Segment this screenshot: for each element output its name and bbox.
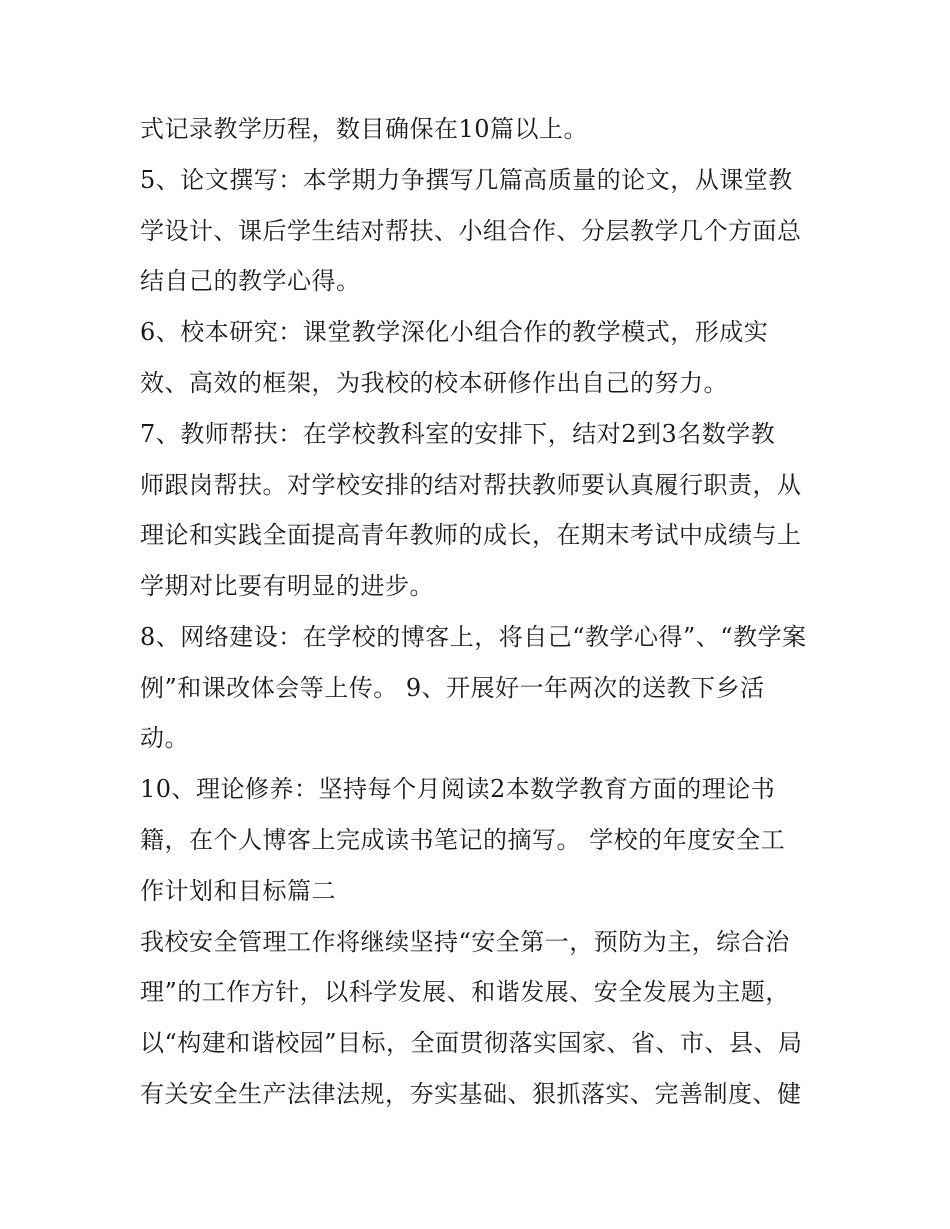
text-line: 理论和实践全面提高青年教师的成长，在期末考试中成绩与上 bbox=[140, 521, 802, 549]
text-line: 我校安全管理工作将继续坚持“安全第一，预防为主，综合治 bbox=[140, 928, 790, 956]
text-line: 师跟岗帮扶。对学校安排的结对帮扶教师要认真履行职责，从 bbox=[140, 471, 802, 499]
text-line: 7、教师帮扶：在学校教科室的安排下，结对2到3名数学教 bbox=[140, 420, 776, 448]
text-line: 籍，在个人博客上完成读书笔记的摘写。 学校的年度安全工 bbox=[140, 826, 786, 854]
text-line: 8、网络建设：在学校的博客上，将自己“教学心得”、“教学案 bbox=[140, 623, 807, 651]
text-line: 效、高效的框架，为我校的校本研修作出自己的努力。 bbox=[140, 369, 728, 397]
text-line: 动。 bbox=[140, 724, 189, 752]
text-line: 有关安全生产法律法规，夯实基础、狠抓落实、完善制度、健 bbox=[140, 1080, 802, 1108]
text-line: 理”的工作方针，以科学发展、和谐发展、安全发展为主题， bbox=[140, 978, 790, 1006]
text-line: 6、校本研究：课堂教学深化小组合作的教学模式，形成实 bbox=[140, 318, 769, 346]
text-line: 学设计、课后学生结对帮扶、小组合作、分层教学几个方面总 bbox=[140, 217, 802, 245]
text-line: 5、论文撰写：本学期力争撰写几篇高质量的论文，从课堂教 bbox=[140, 166, 793, 194]
text-line: 10、理论修养：坚持每个月阅读2本数学教育方面的理论书 bbox=[140, 775, 776, 803]
text-line: 以“构建和谐校园”目标，全面贯彻落实国家、省、市、县、局 bbox=[140, 1029, 803, 1057]
text-line: 学期对比要有明显的进步。 bbox=[140, 572, 434, 600]
text-line: 结自己的教学心得。 bbox=[140, 267, 361, 295]
text-line: 作计划和目标篇二 bbox=[140, 877, 336, 905]
text-line: 式记录教学历程，数目确保在10篇以上。 bbox=[140, 115, 589, 143]
text-line: 例”和课改体会等上传。 9、开展好一年两次的送教下乡活 bbox=[140, 674, 765, 702]
